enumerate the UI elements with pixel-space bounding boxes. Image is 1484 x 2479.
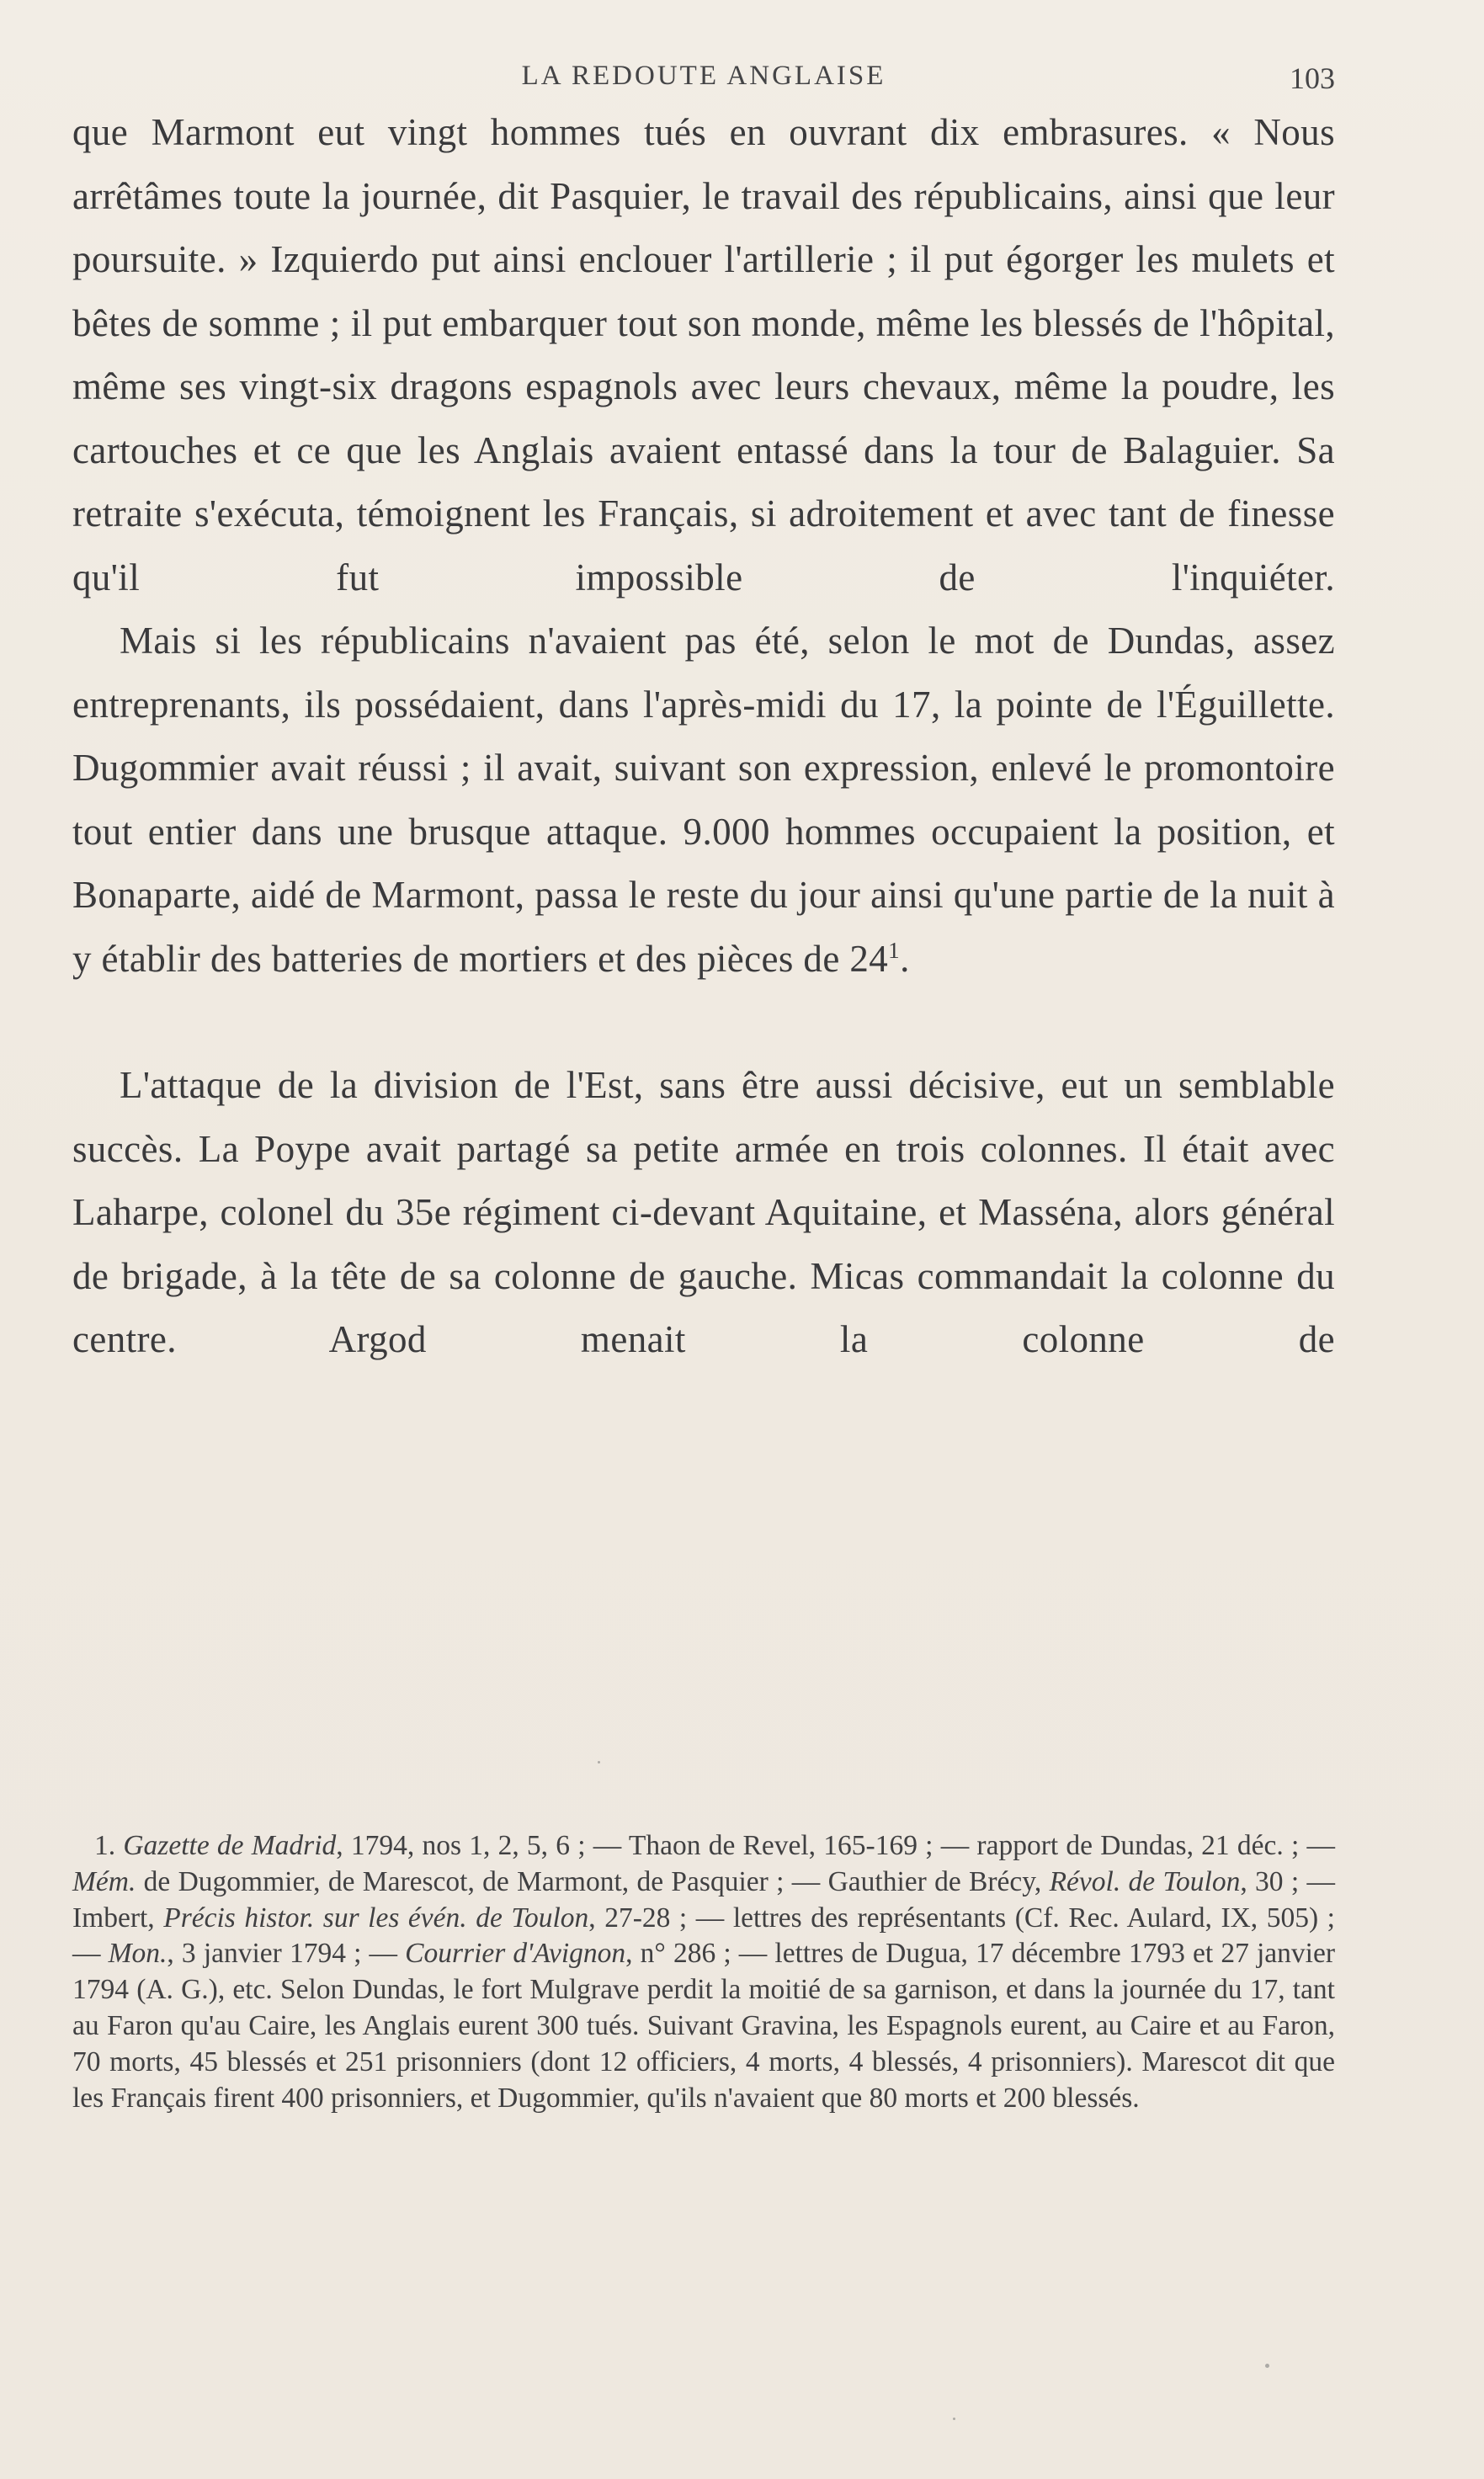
main-text	[72, 101, 1335, 1372]
paragraph-1: que Marmont eut vingt hommes tués en ouvrant dix embrasures. « Nous arrêtâmes toute la journée, dit Pasquier, le travail des républicains, ainsi que leur poursuite. » Izquierdo put ainsi enclouer l'artillerie ; il put égorger les mulets et bêtes de somme ; il put embarquer tout son monde, même les blessés de l'hôpital, même ses vingt-six dragons espagnols avec leurs chevaux, même la poudre, les cartouches et ce que les Anglais avaient entassé dans la tour de Balaguier. Sa retraite s'exécuta, témoignent les Français, si adroitement et avec tant de finesse qu'il fut impossible de l'inquiéter.	[72, 111, 1335, 598]
fn-text-a: , 1794, nos 1, 2, 5, 6 ; — Thaon de Revel, 165-169 ; — rapport de Dundas, 21 déc. ; —	[336, 1830, 1336, 1861]
paper-speck	[953, 2418, 955, 2420]
footnote-1-number: 1.	[94, 1830, 116, 1861]
paragraph-gap	[72, 991, 1335, 1054]
fn-text-b: de Dugommier, de Marescot, de Marmont, de Pasquier ; — Gauthier de Brécy,	[143, 1865, 1042, 1897]
fn-text-f: , n° 286 ; — lettres de Dugua, 17 décembre 1793 et 27 janvier 1794 (A. G.), etc. Selon Dundas, le fort Mulgrave perdit la moitié de sa garnison, et dans la journée du 17, tant au Faron qu'au Caire, les Anglais eurent 300 tués. Suivant Gravina, les Espagnols eurent, au Caire et au Faron, 70 morts, 45 blessés et 251 prisonniers (dont 12 officiers, 4 morts, 4 blessés, 4 prisonniers). Marescot dit que les Français firent 400 prisonniers, et Dugommier, qu'ils n'avaient que 80 morts et 200 blessés.	[72, 1938, 1335, 2114]
paragraph-2	[72, 609, 1335, 991]
paragraph-2-end: .	[900, 937, 910, 980]
fn-source-memoires: Mém.	[72, 1865, 136, 1897]
running-header	[72, 61, 1335, 98]
paper-speck	[1265, 2364, 1269, 2368]
fn-source-gazette: Gazette de Madrid	[123, 1830, 337, 1861]
fn-text-c: , 30 ; — Imbert,	[72, 1865, 1336, 1934]
footnote-1	[72, 1828, 1335, 2116]
fn-source-revolution: Révol. de Toulon	[1049, 1865, 1241, 1897]
footnotes	[72, 1828, 1335, 2116]
paper-speck	[598, 1761, 600, 1763]
fn-source-courrier: Courrier d'Avignon	[405, 1938, 626, 1970]
fn-text-e: , 3 janvier 1794 ; —	[167, 1938, 398, 1970]
fn-source-precis: Précis histor. sur les évén. de Toulon	[163, 1902, 589, 1934]
paragraph-2-text: Mais si les républicains n'avaient pas été, selon le mot de Dundas, assez entreprenants, ils possédaient, dans l'après-midi du 17, la pointe de l'Éguillette. Dugommier avait réussi ; il avait, suivant son expression, enlevé le promontoire tout entier dans une brusque attaque. 9.000 hommes occupaient la position, et Bonaparte, aidé de Marmont, passa le reste du jour ainsi qu'une partie de la nuit à y établir des batteries de mortiers et des pièces de 24	[72, 620, 1335, 980]
page-number: 103	[1290, 61, 1335, 95]
fn-text-d: , 27-28 ; — lettres des représentants (Cf. Rec. Aulard, IX, 505) ; —	[72, 1902, 1335, 1970]
running-title: LA REDOUTE ANGLAISE	[521, 61, 886, 91]
paragraph-3: L'attaque de la division de l'Est, sans être aussi décisive, eut un semblable succès. La Poype avait partagé sa petite armée en trois colonnes. Il était avec Laharpe, colonel du 35e régiment ci-devant Aquitaine, et Masséna, alors général de brigade, à la tête de sa colonne de gauche. Micas commandait la colonne du centre. Argod menait la colonne de	[72, 1064, 1335, 1360]
fn-source-moniteur: Mon.	[108, 1938, 168, 1970]
footnote-ref-1: 1	[888, 937, 901, 963]
